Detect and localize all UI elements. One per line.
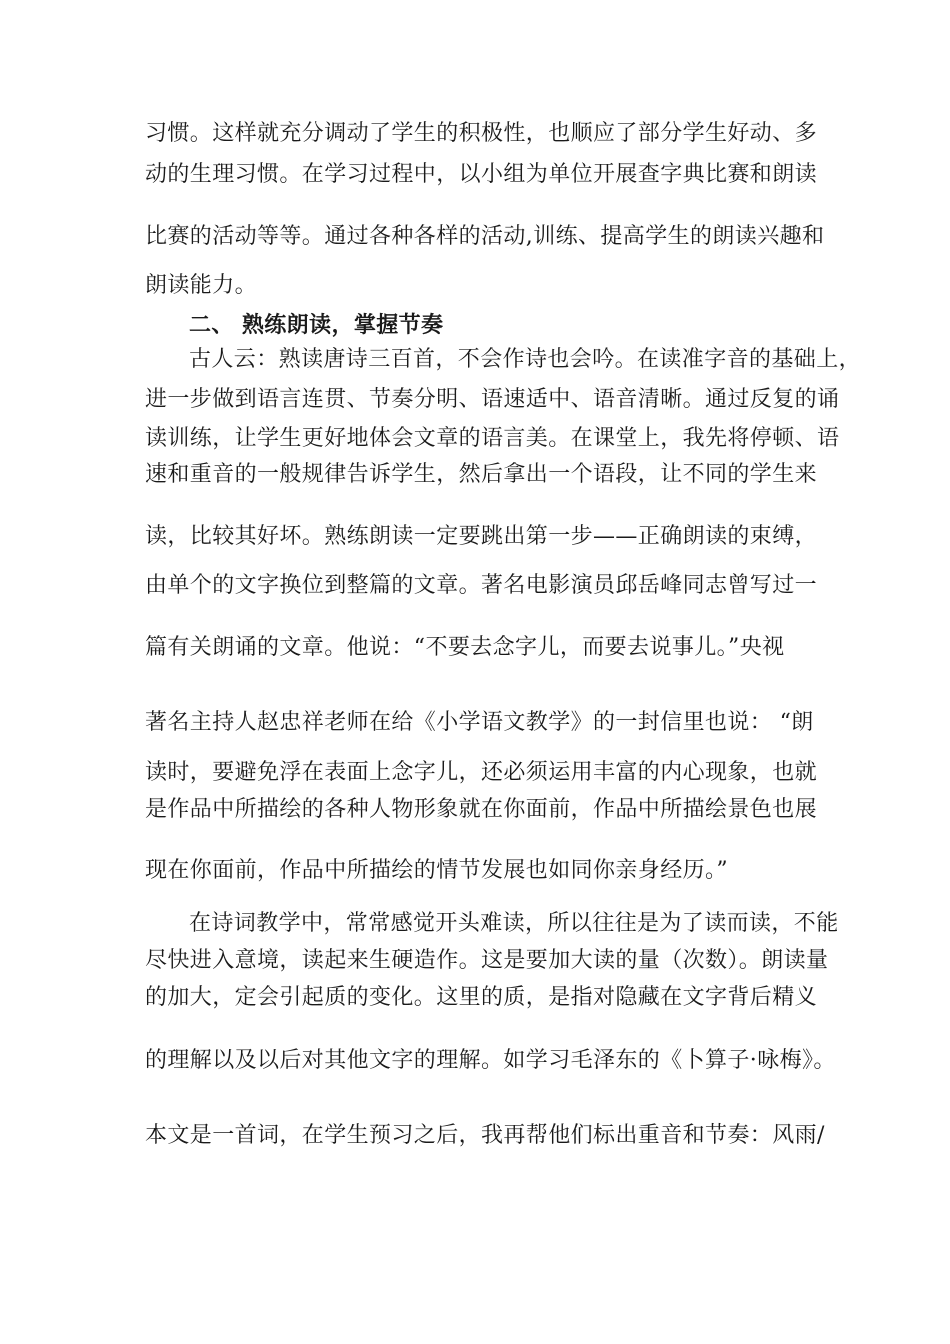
paragraph-line: 现在你面前，作品中所描绘的情节发展也如同你亲身经历。” xyxy=(145,858,729,883)
paragraph-line: 的加大，定会引起质的变化。这里的质，是指对隐藏在文字背后精义 xyxy=(145,985,818,1010)
paragraph-line: 读训练，让学生更好地体会文章的语言美。在课堂上，我先将停顿、语 xyxy=(145,426,840,451)
paragraph-line: 由单个的文字换位到整篇的文章。著名电影演员邱岳峰同志曾写过一 xyxy=(145,573,818,598)
paragraph-line: 尽快进入意境，读起来生硬造作。这是要加大读的量（次数）。朗读量 xyxy=(145,948,829,973)
paragraph-line: 朗读能力。 xyxy=(145,273,258,298)
paragraph-line: 在诗词教学中，常常感觉开头难读，所以往往是为了读而读，不能 xyxy=(189,911,839,936)
section-heading: 二、 熟练朗读，掌握节奏 xyxy=(189,312,444,338)
paragraph-line: 读，比较其好坏。熟练朗读一定要跳出第一步——正确朗读的束缚， xyxy=(145,524,818,549)
paragraph-line: 进一步做到语言连贯、节奏分明、语速适中、语音清晰。通过反复的诵 xyxy=(145,387,840,412)
paragraph-line: 著名主持人赵忠祥老师在给《小学语文教学》的一封信里也说： “朗 xyxy=(145,710,814,735)
paragraph-line: 比赛的活动等等。通过各种各样的活动,训练、提高学生的朗读兴趣和 xyxy=(145,224,825,249)
paragraph-line: 古人云：熟读唐诗三百首，不会作诗也会吟。在读准字音的基础上， xyxy=(189,347,862,372)
paragraph-line: 是作品中所描绘的各种人物形象就在你面前，作品中所描绘景色也展 xyxy=(145,797,818,822)
paragraph-line: 本文是一首词，在学生预习之后，我再帮他们标出重音和节奏：风雨/ xyxy=(145,1123,825,1148)
paragraph-line: 篇有关朗诵的文章。他说：“不要去念字儿，而要去说事儿。”央视 xyxy=(145,635,785,660)
paragraph-line: 习惯。这样就充分调动了学生的积极性，也顺应了部分学生好动、多 xyxy=(145,121,818,146)
paragraph-line: 读时，要避免浮在表面上念字儿，还必须运用丰富的内心现象，也就 xyxy=(145,760,818,785)
paragraph-line: 的理解以及以后对其他文字的理解。如学习毛泽东的《卜算子·咏梅》。 xyxy=(145,1048,836,1073)
paragraph-line: 动的生理习惯。在学习过程中，以小组为单位开展查字典比赛和朗读 xyxy=(145,162,818,187)
paragraph-line: 速和重音的一般规律告诉学生，然后拿出一个语段，让不同的学生来 xyxy=(145,462,818,487)
